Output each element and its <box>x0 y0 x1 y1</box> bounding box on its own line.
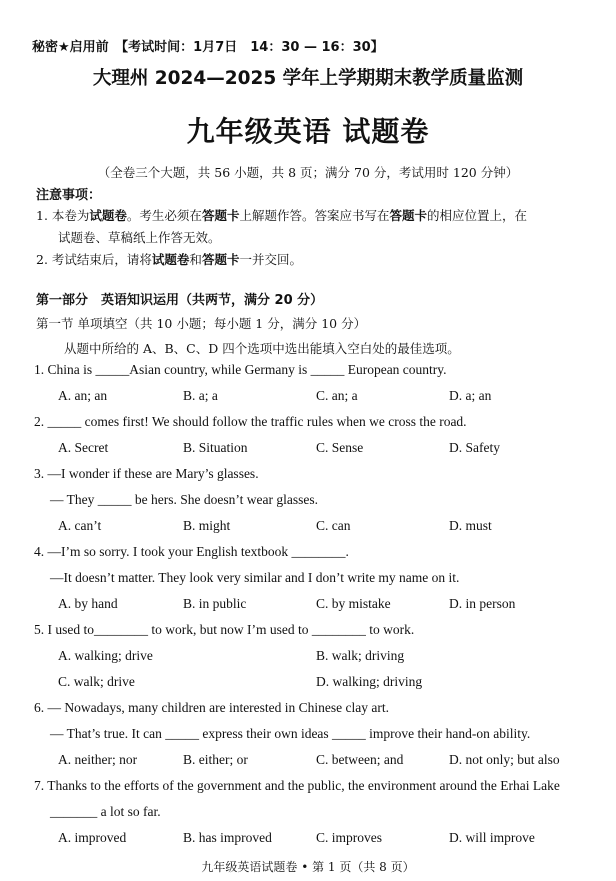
option-c: C. can <box>316 518 351 533</box>
option-b: B. in public <box>183 596 247 611</box>
option-d: D. will improve <box>449 830 535 845</box>
option-a: A. improved <box>58 830 127 845</box>
notice-bold: 试题卷 <box>151 252 190 267</box>
notice-text: 上解题作答。答案应书写在 <box>239 208 390 223</box>
confidential-line: 秘密★启用前 【考试时间：1月7日 14：30 — 16：30】 <box>32 40 384 55</box>
option-c: C. an; a <box>316 388 358 403</box>
question-stem: 1. China is _____Asian country, while Germany is _____ European country. <box>34 362 447 377</box>
option-a: A. Secret <box>58 440 109 455</box>
option-a: A. can’t <box>58 518 102 533</box>
section-instruction: 从题中所给的 A、B、C、D 四个选项中选出能填入空白处的最佳选项。 <box>64 341 460 356</box>
notice-text: 。考生必须在 <box>126 208 202 223</box>
question-stem: 4. —I’m so sorry. I took your English textbook ________. <box>34 544 349 559</box>
notice-item-1 <box>36 206 527 224</box>
option-c: C. Sense <box>316 440 364 455</box>
question-stem: 2. _____ comes first! We should follow the traffic rules when we cross the road. <box>34 414 467 429</box>
part-heading: 第一部分 英语知识运用（共两节，满分 20 分） <box>36 293 324 308</box>
option-d: D. in person <box>449 596 516 611</box>
notice-bold: 答题卡 <box>389 208 427 223</box>
notice-bold: 答题卡 <box>201 252 240 267</box>
option-d: D. must <box>449 518 492 533</box>
section-heading: 第一节 单项填空（共 10 小题；每小题 1 分，满分 10 分） <box>36 316 367 331</box>
option-c: C. by mistake <box>316 596 391 611</box>
notice-text: 2. 考试结束后，请将 <box>36 252 152 267</box>
exam-title: 大理州 2024—2025 学年上学期期末教学质量监测 <box>92 68 524 89</box>
option-d: D. not only; but also <box>449 752 560 767</box>
question-stem: 7. Thanks to the efforts of the government and the public, the environment around the Erhai Lake <box>34 778 560 793</box>
question-stem-line2: _______ a lot so far. <box>50 804 161 819</box>
option-a: A. neither; nor <box>58 752 138 767</box>
paper-title: 九年级英语 试题卷 <box>186 115 430 148</box>
notice-item-2 <box>36 250 302 268</box>
option-c: C. walk; drive <box>58 674 135 689</box>
option-a: A. walking; drive <box>58 648 153 663</box>
notice-text: 一并交回。 <box>239 252 302 267</box>
notice-title: 注意事项： <box>36 188 102 203</box>
option-c: C. between; and <box>316 752 404 767</box>
option-a: A. an; an <box>58 388 108 403</box>
option-b: B. has improved <box>183 830 272 845</box>
option-b: B. Situation <box>183 440 248 455</box>
option-d: D. Safety <box>449 440 500 455</box>
notice-bold: 答题卡 <box>201 208 240 223</box>
question-stem-line2: —It doesn’t matter. They look very similar and I don’t write my name on it. <box>50 570 460 585</box>
question-stem: 6. — Nowadays, many children are interested in Chinese clay art. <box>34 700 390 715</box>
option-c: C. improves <box>316 830 382 845</box>
notice-text: 1. 本卷为 <box>36 208 90 223</box>
notice-text: 和 <box>189 252 202 267</box>
option-d: D. a; an <box>449 388 492 403</box>
paper-info: （全卷三个大题，共 56 小题，共 8 页；满分 70 分，考试用时 120 分钟） <box>97 165 519 180</box>
option-b: B. a; a <box>183 388 218 403</box>
question-stem: 3. —I wonder if these are Mary’s glasses. <box>34 466 259 481</box>
option-d: D. walking; driving <box>316 674 423 689</box>
page-footer: 九年级英语试题卷 • 第 1 页（共 8 页） <box>201 860 415 874</box>
question-stem: 5. I used to________ to work, but now I’m used to ________ to work. <box>34 622 415 637</box>
option-b: B. either; or <box>183 752 248 767</box>
option-a: A. by hand <box>58 596 118 611</box>
notice-text: 的相应位置上，在 <box>426 208 527 223</box>
question-stem-line2: — That’s true. It can _____ express their own ideas _____ improve their hand-on ability. <box>50 726 531 741</box>
option-b: B. walk; driving <box>316 648 405 663</box>
option-b: B. might <box>183 518 231 533</box>
notice-item-1-line2: 试题卷、草稿纸上作答无效。 <box>58 230 221 245</box>
question-stem-line2: — They _____ be hers. She doesn’t wear glasses. <box>50 492 318 507</box>
notice-bold: 试题卷 <box>89 208 127 223</box>
